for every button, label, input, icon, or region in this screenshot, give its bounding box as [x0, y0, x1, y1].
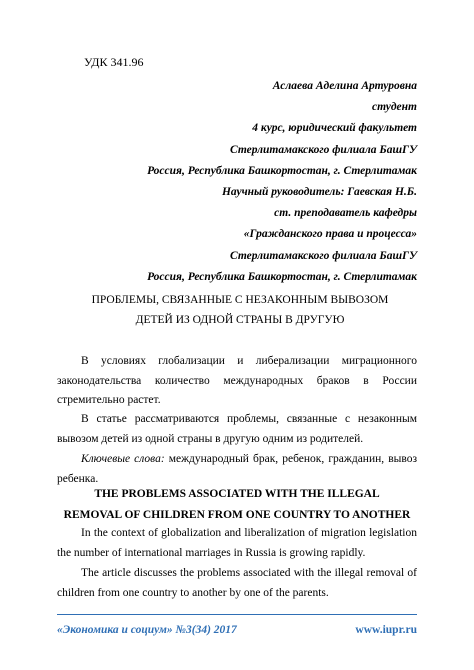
abstract-en-paragraph-1 [57, 524, 417, 563]
title-english [57, 484, 417, 526]
author-course: 4 курс, юридический факультет [252, 122, 417, 135]
author-location: Россия, Республика Башкортостан, г. Стерлитамак [147, 164, 417, 177]
text-line [57, 450, 417, 470]
keywords-text: международный брак, ребенок, гражданин, вывоз [164, 453, 417, 465]
title-russian [60, 290, 420, 330]
keywords-label: Ключевые слова: [81, 453, 165, 465]
title-russian-line: ДЕТЕЙ ИЗ ОДНОЙ СТРАНЫ В ДРУГУЮ [135, 314, 345, 326]
abstract-en-paragraph-2 [57, 564, 417, 603]
text-span: В статье рассматриваются проблемы, связанные с незаконным [81, 413, 417, 425]
supervisor-location: Россия, Республика Башкортостан, г. Стерлитамак [147, 270, 417, 283]
text-line [57, 410, 417, 430]
author-info-block [147, 76, 417, 288]
text-line: законодательства количество международных браков в России [57, 374, 417, 387]
title-english-line: THE PROBLEMS ASSOCIATED WITH THE ILLEGAL [94, 488, 380, 500]
title-russian-line: ПРОБЛЕМЫ, СВЯЗАННЫЕ С НЕЗАКОННЫМ ВЫВОЗОМ [91, 294, 389, 306]
text-line: вывозом детей из одной страны в другую одним из родителей. [57, 432, 364, 445]
title-english-line: REMOVAL OF CHILDREN FROM ONE COUNTRY TO ANOTHER [63, 509, 411, 521]
author-status: студент [372, 101, 417, 114]
author-affiliation: Стерлитамакского филиала БашГУ [230, 143, 417, 156]
text-span: In the context of globalization and liberalization of migration legislation [81, 527, 417, 539]
author-name: Аслаева Аделина Артуровна [272, 80, 417, 92]
text-span: The article discusses the problems associated with the illegal removal of [81, 567, 417, 579]
text-line [57, 352, 417, 372]
udk-code: УДК 341.96 [84, 55, 144, 69]
supervisor-name: Научный руководитель: Гаевская Н.Б. [221, 186, 417, 199]
journal-url-link[interactable]: www.iupr.ru [355, 624, 417, 636]
footer-divider [57, 614, 417, 615]
text-line [57, 524, 417, 544]
text-line [57, 564, 417, 584]
text-span: В условиях глобализации и либерализации миграционного [81, 355, 417, 367]
abstract-ru-paragraph-1 [57, 352, 417, 411]
journal-name: «Экономика и социум» №3(34) 2017 [57, 624, 237, 636]
supervisor-affiliation: Стерлитамакского филиала БашГУ [230, 249, 417, 262]
text-line: ребенка. [57, 472, 99, 485]
text-line: стремительно растет. [57, 394, 161, 406]
supervisor-department: «Гражданского права и процесса» [243, 228, 417, 241]
text-line: the number of international marriages in Russia is growing rapidly. [57, 546, 366, 559]
text-line: children from one country to another by one of the parents. [57, 586, 329, 599]
abstract-ru-paragraph-2 [57, 410, 417, 449]
supervisor-position: ст. преподаватель кафедры [274, 207, 417, 220]
